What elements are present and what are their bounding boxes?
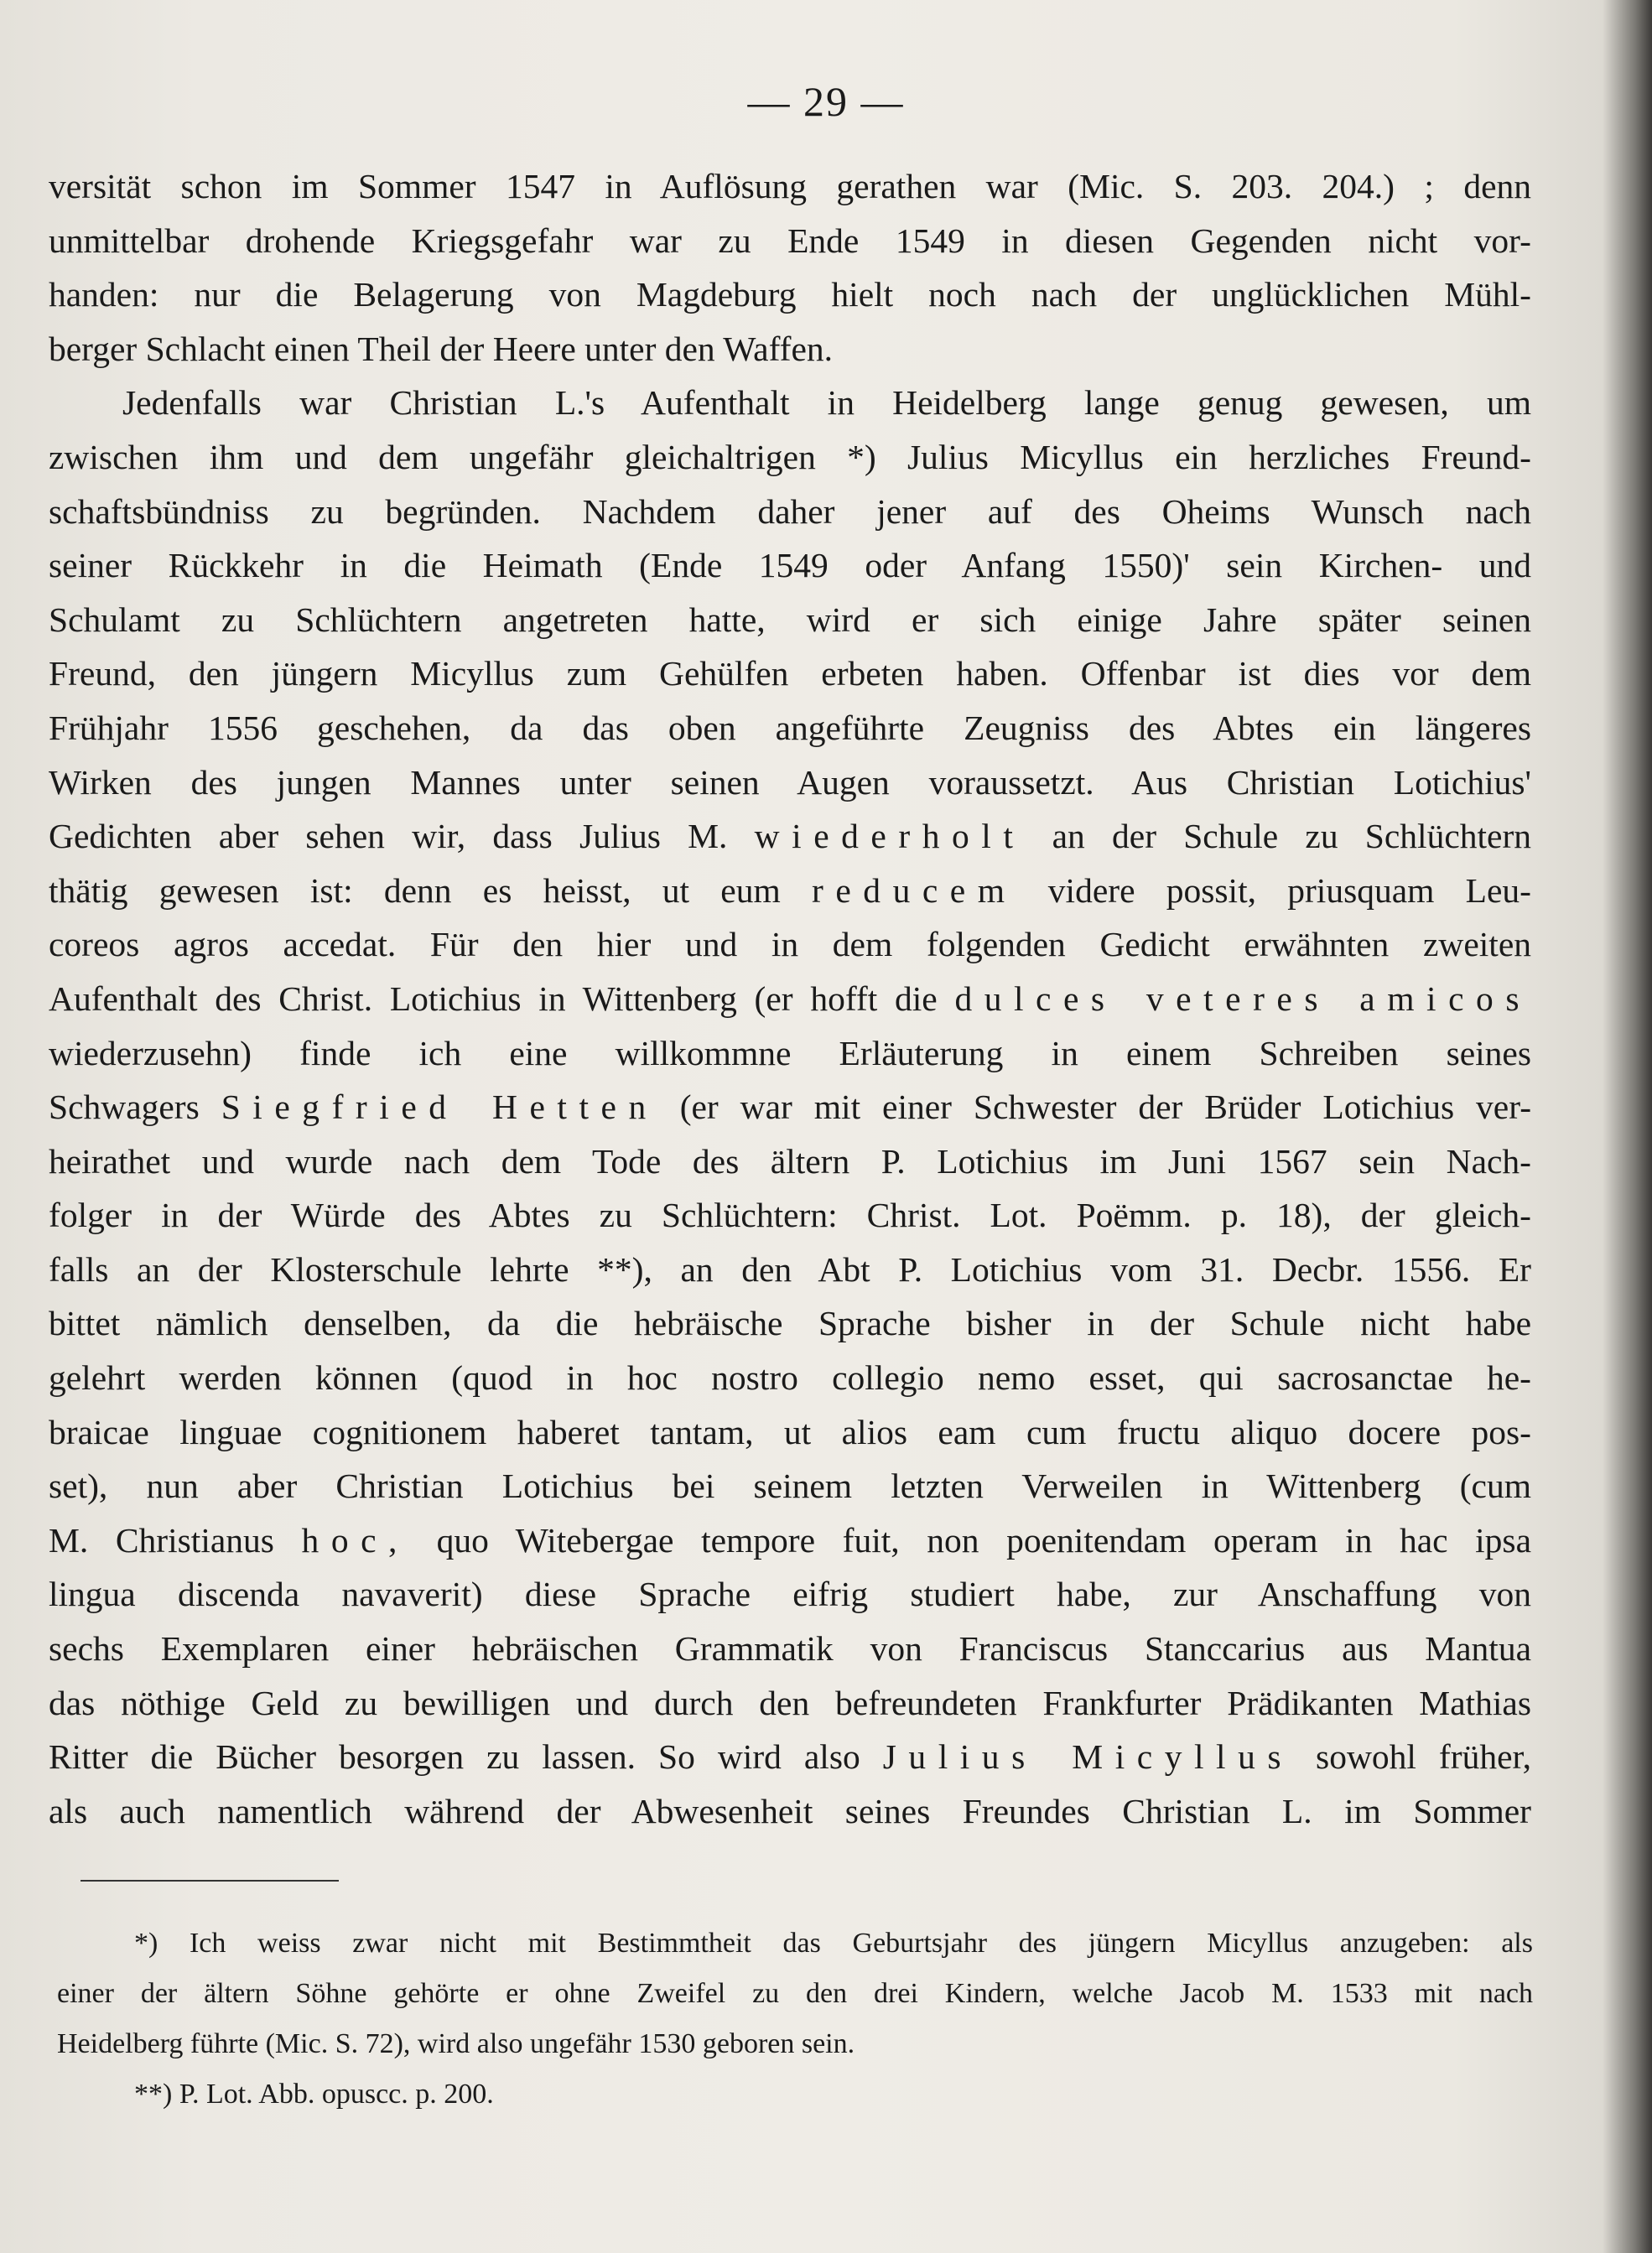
text-line: versität schon im Sommer 1547 in Auflösung gerathen war (Mic. S. 203. 204.) ; denn [49,167,1531,205]
text-segment: M. Christianus [49,1520,274,1560]
text-segment: Ritter die Bücher besorgen zu lassen. So wird also [49,1737,860,1777]
text-line: sechs Exemplaren einer hebräischen Grammatik von Franciscus Stanccarius aus Mantua [49,1629,1531,1669]
footnotes [57,1918,1533,2120]
spaced-emphasis: dulces veteres amicos [954,979,1531,1018]
text-line: heirathet und wurde nach dem Tode des ältern P. Lotichius im Juni 1567 sein Nach- [49,1141,1531,1181]
text-line [49,1730,1531,1784]
footnote-line: **) P. Lot. Abb. opuscc. p. 200. [134,2079,494,2110]
text-line: bittet nämlich denselben, da die hebräische Sprache bisher in der Schule nicht habe [49,1304,1531,1343]
text-line: unmittelbar drohende Kriegsgefahr war zu Ende 1549 in diesen Gegenden nicht vor- [49,221,1531,260]
text-line: Wirken des jungen Mannes unter seinen Augen voraussetzt. Aus Christian Lotichius' [49,762,1531,802]
text-line [49,1513,1531,1568]
footnote-line: einer der ältern Söhne gehörte er ohne Zweifel zu den drei Kindern, welche Jacob M. 1533 mit nach [57,1978,1533,2009]
text-line: berger Schlacht einen Theil der Heere unter den Waffen. [49,329,834,368]
text-line: coreos agros accedat. Für den hier und in dem folgenden Gedicht erwähnten zweiten [49,925,1531,964]
text-line: das nöthige Geld zu bewilligen und durch den befreundeten Frankfurter Prädikanten Mathias [49,1683,1531,1722]
text-segment: Gedichten aber sehen wir, dass Julius M. [49,817,728,856]
text-line: Schulamt zu Schlüchtern angetreten hatte, wird er sich einige Jahre später seinen [49,600,1531,639]
text-line: falls an der Klosterschule lehrte **), an den Abt P. Lotichius vom 31. Decbr. 1556. Er [49,1249,1531,1289]
text-line: lingua discenda navaverit) diese Sprache eifrig studiert habe, zur Anschaffung von [49,1575,1531,1614]
main-text [49,159,1531,1838]
text-line [49,864,1531,918]
text-line [49,1080,1531,1134]
text-line: Freund, den jüngern Micyllus zum Gehülfen erbeten haben. Offenbar ist dies vor dem [49,654,1531,693]
text-line: folger in der Würde des Abtes zu Schlüchtern: Christ. Lot. Poëmm. p. 18), der gleich- [49,1196,1531,1235]
text-line: Jedenfalls war Christian L.'s Aufenthalt in Heidelberg lange genug gewesen, um [122,383,1531,423]
text-segment: Aufenthalt des Christ. Lotichius in Wittenberg (er hofft die [49,979,938,1018]
text-line: zwischen ihm und dem ungefähr gleichaltrigen *) Julius Micyllus ein herzliches Freund- [49,437,1531,476]
text-line: als auch namentlich während der Abwesenheit seines Freundes Christian L. im Sommer [49,1791,1531,1830]
text-segment: an der Schule zu Schlüchtern [1052,817,1531,856]
text-line: wiederzusehn) finde ich eine willkommne Erläuterung in einem Schreiben seines [49,1033,1531,1072]
footnote-line: Heidelberg führte (Mic. S. 72), wird also ungefähr 1530 geboren sein. [57,2028,855,2059]
spaced-emphasis: Siegfried Hetten [221,1088,658,1127]
spaced-emphasis: wiederholt [754,817,1026,856]
text-line: seiner Rückkehr in die Heimath (Ende 1549 oder Anfang 1550)' sein Kirchen- und [49,546,1531,585]
text-segment: sowohl früher, [1316,1737,1531,1777]
text-segment: thätig gewesen ist: denn es heisst, ut eum [49,870,781,910]
text-line [49,972,1531,1026]
text-line: handen: nur die Belagerung von Magdeburg hielt noch nach der unglücklichen Mühl- [49,275,1531,314]
spaced-emphasis: reducem [812,870,1017,910]
footnote-separator [81,1880,339,1882]
text-line: braicae linguae cognitionem haberet tantam, ut alios eam cum fructu aliquo docere pos- [49,1412,1531,1451]
text-segment: Schwagers [49,1088,200,1127]
footnote-line: *) Ich weiss zwar nicht mit Bestimmtheit das Geburtsjahr des jüngern Micyllus anzugeben: als [134,1928,1533,1959]
text-segment: quo Witebergae tempore fuit, non poenitendam operam in hac ipsa [436,1520,1531,1560]
text-segment: videre possit, priusquam Leu- [1047,870,1531,910]
text-segment: (er war mit einer Schwester der Brüder Lotichius ver- [679,1088,1531,1127]
text-line: schaftsbündniss zu begründen. Nachdem daher jener auf des Oheims Wunsch nach [49,491,1531,531]
text-line: Frühjahr 1556 geschehen, da das oben angeführte Zeugniss des Abtes ein längeres [49,708,1531,747]
page-number: — 29 — [747,78,905,125]
spaced-emphasis: hoc, [301,1520,409,1560]
text-line: set), nun aber Christian Lotichius bei seinem letzten Verweilen in Wittenberg (cum [49,1467,1531,1506]
text-line: gelehrt werden können (quod in hoc nostro collegio nemo esset, qui sacrosanctae he- [49,1358,1531,1398]
text-line [49,809,1531,864]
spaced-emphasis: Julius Micyllus [882,1737,1294,1777]
